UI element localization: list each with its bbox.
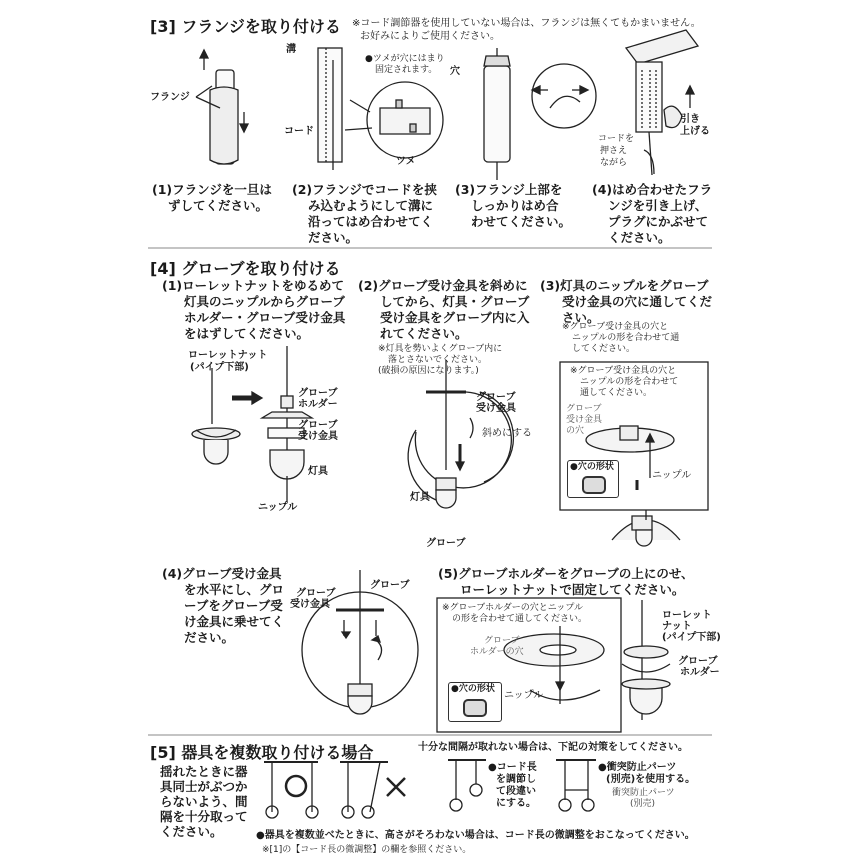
label-bracket-hole-3: の穴 bbox=[566, 426, 585, 436]
label-claw: ツメ bbox=[396, 156, 416, 167]
label-holder-hole-1: グローブ bbox=[484, 636, 520, 646]
label-knurled-r-2: ナット bbox=[662, 621, 692, 632]
s3-step3: (3)フランジ上部を しっかりはめ合 わせてください。 bbox=[455, 182, 572, 229]
label-groove: 溝 bbox=[286, 44, 296, 55]
label-holder-r-2: ホルダー bbox=[680, 667, 720, 678]
label-globe-holder-1: グローブ bbox=[298, 388, 338, 399]
s4-step1: (1)ローレットナットをゆるめて 灯具のニップルからグローブ ホルダー・グローブ受け金具 をはずしてください。 bbox=[162, 278, 346, 341]
label-globe-bracket-2a: グローブ bbox=[476, 392, 516, 403]
label-hold-1: コードを bbox=[598, 134, 635, 144]
s4-step3: (3)灯具のニップルをグローブ 受け金具の穴に通してくだ さい。 bbox=[540, 278, 713, 325]
s4-step3-note: ※グローブ受け金具の穴と ニップルの形を合わせて通 してください。 bbox=[562, 322, 680, 354]
s4-step2: (2)グローブ受け金具を斜めに してから、灯具・グローブ 受け金具をグローブ内に入 れてください。 bbox=[358, 278, 530, 341]
label-pull-2: 上げる bbox=[680, 126, 710, 137]
label-flange: フランジ bbox=[150, 92, 190, 103]
label-bracket-hole-1: グローブ bbox=[566, 404, 602, 414]
hole-shape-box-5 bbox=[448, 682, 502, 722]
label-knurled-r-3: (パイプ下部) bbox=[662, 632, 721, 643]
ok-circle-icon bbox=[286, 776, 306, 796]
label-hole-shape-3: ●穴の形状 bbox=[570, 462, 614, 472]
collision-parts-label: 衝突防止パーツ (別売) bbox=[612, 788, 675, 809]
label-hole-shape-5: ●穴の形状 bbox=[451, 684, 495, 694]
ng-cross-icon bbox=[387, 778, 405, 796]
section5-right-heading: 十分な間隔が取れない場合は、下記の対策をしてください。 bbox=[418, 742, 688, 753]
label-nipple-5: ニップル bbox=[504, 690, 544, 701]
s3-step2: (2)フランジでコードを挟 み込むようにして溝に 沿ってはめ合わせてく ださい。 bbox=[292, 182, 437, 245]
section3-note-1: ※コード調節器を使用していない場合は、フランジは無くてもかまいません。 bbox=[352, 18, 701, 29]
label-claw-note-2: 固定されます。 bbox=[375, 65, 438, 75]
label-holder-hole-2: ホルダーの穴 bbox=[470, 647, 524, 657]
s3-step1: (1)フランジを一旦は ずしてください。 bbox=[152, 182, 272, 213]
section3-heading: [3] フランジを取り付ける bbox=[150, 17, 341, 36]
label-globe-bracket-2b: 受け金具 bbox=[476, 403, 516, 414]
label-globe-holder-2: ホルダー bbox=[298, 399, 338, 410]
section5-footer-2: ※[1]の【コード長の微調整】の欄を参照ください。 bbox=[262, 845, 472, 855]
hole-shape-icon-5 bbox=[463, 699, 487, 717]
label-cord: コード bbox=[284, 126, 314, 137]
label-hole: 穴 bbox=[450, 66, 460, 77]
spacing-figures bbox=[264, 760, 596, 818]
label-knurled-nut-1: ローレットナット bbox=[188, 350, 268, 361]
s4-step5: (5)グローブホルダーをグローブの上にのせ、 ローレットナットで固定してください。 bbox=[438, 566, 694, 597]
label-knurled-r-1: ローレット bbox=[662, 610, 712, 621]
collision-parts-note: ●衝突防止パーツ (別売)を使用する。 bbox=[598, 762, 696, 785]
label-globe-bracket-1: グローブ bbox=[298, 420, 338, 431]
label-globe-4: グローブ bbox=[370, 580, 410, 591]
flange-figure-4 bbox=[626, 30, 698, 175]
s4-step3-box-note: ※グローブ受け金具の穴と ニップルの形を合わせて 通してください。 bbox=[570, 366, 679, 398]
label-lamp-2: 灯具 bbox=[410, 492, 430, 503]
label-knurled-nut-2: (パイプ下部) bbox=[190, 362, 249, 373]
label-nipple-3: ニップル bbox=[652, 470, 692, 481]
label-bracket-hole-2: 受け金具 bbox=[566, 415, 603, 425]
s4-step5-box-note: ※グローブホルダーの穴とニップル の形を合わせて通してください。 bbox=[442, 603, 588, 624]
s4-step2-note: ※灯具を勢いよくグローブ内に 落とさないでください。 (破損の原因になります。) bbox=[378, 344, 503, 376]
s3-step4: (4)はめ合わせたフラ ンジを引き上げ、 プラグにかぶせて ください。 bbox=[592, 182, 713, 245]
section5-footer-1: ●器具を複数並べたときに、高さがそろわない場合は、コード長の微調整をおこなってください。 bbox=[256, 830, 695, 841]
label-hold-2: 押さえ bbox=[600, 146, 628, 156]
label-pull-1: 引き bbox=[680, 114, 700, 125]
label-globe-2: グローブ bbox=[426, 538, 466, 549]
cord-adjust-note: ●コード長 を調節し て段違い にする。 bbox=[488, 762, 537, 809]
label-tilt: 斜めにする bbox=[482, 428, 532, 439]
flange-figure-3 bbox=[484, 48, 596, 180]
section3-note-2: お好みによりご使用ください。 bbox=[360, 31, 500, 42]
flange-figure-1 bbox=[196, 50, 248, 164]
label-globe-bracket-4b: 受け金具 bbox=[290, 599, 330, 610]
label-claw-note-1: ●ツメが穴にはまり bbox=[365, 54, 445, 64]
label-hold-3: ながら bbox=[600, 158, 628, 168]
section4-heading: [4] グローブを取り付ける bbox=[150, 259, 341, 278]
section5-heading: [5] 器具を複数取り付ける場合 bbox=[150, 743, 374, 762]
section5-intro: 揺れたときに器 具同士がぶつか らないよう、間 隔を十分取って ください。 bbox=[160, 764, 248, 839]
label-globe-bracket-4a: グローブ bbox=[296, 588, 336, 599]
label-holder-r-1: グローブ bbox=[678, 656, 718, 667]
hole-shape-icon bbox=[582, 476, 606, 494]
label-globe-bracket-2: 受け金具 bbox=[298, 431, 338, 442]
s4-step4: (4)グローブ受け金具 を水平にし、グロ ーブをグローブ受 け金具に乗せてく ださい。 bbox=[162, 566, 285, 645]
label-lamp-1: 灯具 bbox=[308, 466, 328, 477]
label-nipple-1: ニップル bbox=[258, 502, 298, 513]
hole-shape-box-3 bbox=[567, 460, 619, 498]
